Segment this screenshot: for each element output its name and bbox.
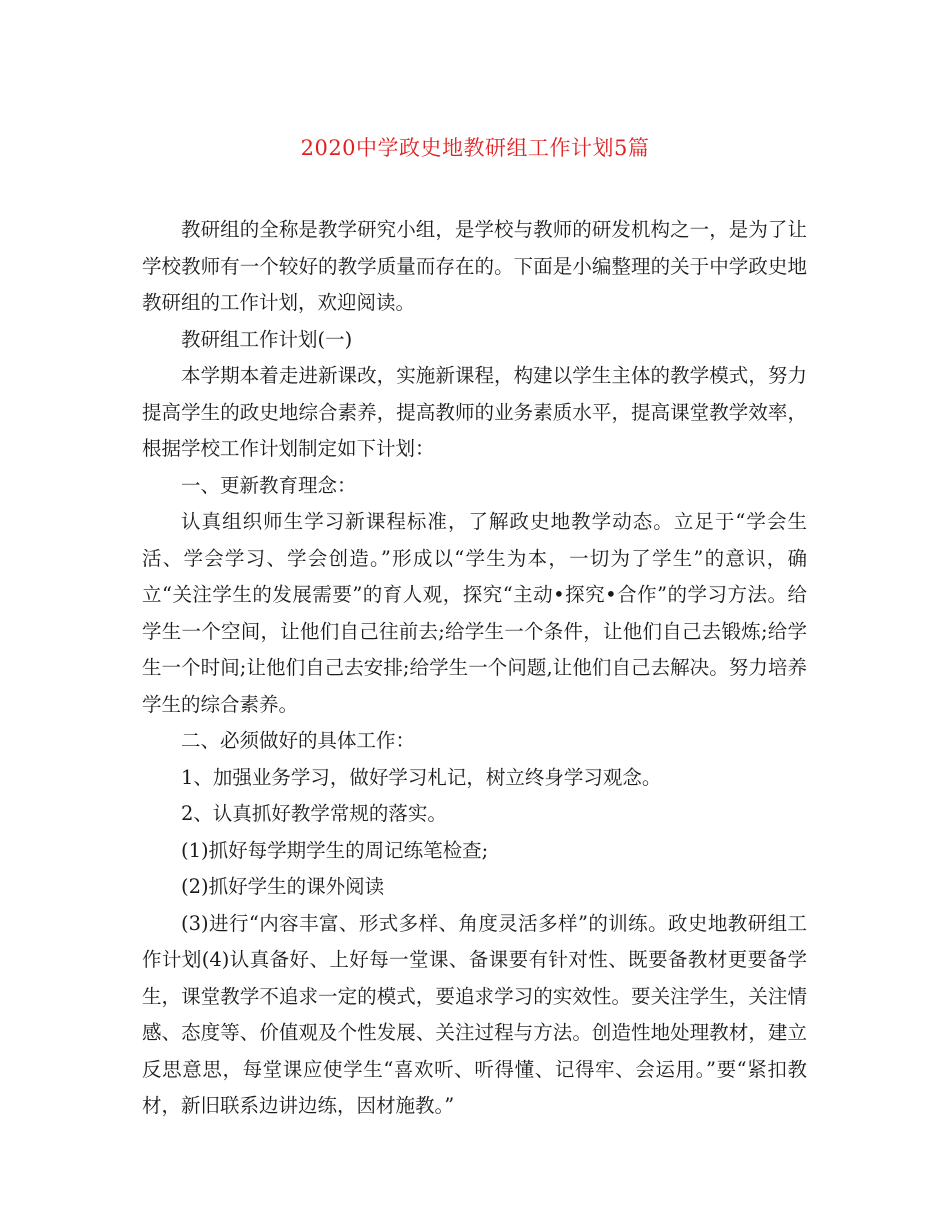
list-item-1: 1、加强业务学习，做好学习札记，树立终身学习观念。	[181, 765, 662, 789]
sub-item-2: (2)抓好学生的课外阅读	[181, 875, 385, 898]
list-item-2: 2、认真抓好教学常规的落实。	[181, 802, 447, 825]
sub-item-3-paragraph: (3)进行“内容丰富、形式多样、角度灵活多样”的训练。政史地教研组工作计划(4)认真备好、上好每一堂课、备课要有针对性、既要备教材更要备学生，课堂教学不追求一定的模式，要追求学习的实效性。要关注学生，关注情感、态度等、价值观及个性发展、关注过程与方法。创造性地处理教材，建立反思意思，每堂课应使学生“喜欢听、听得懂、记得牢、会运用。”要“紧扣教材，新旧联系边讲边练，因材施教。”	[142, 911, 807, 1117]
document-title: 2020中学政史地教研组工作计划5篇	[300, 136, 650, 160]
sub-item-1: (1)抓好每学期学生的周记练笔检查;	[181, 838, 489, 862]
section-heading-1: 一、更新教育理念：	[181, 473, 357, 497]
plan-heading: 教研组工作计划(一)	[181, 327, 353, 351]
intro-paragraph: 教研组的全称是教学研究小组，是学校与教师的研发机构之一，是为了让学校教师有一个较好的教学质量而存在的。下面是小编整理的关于中学政史地教研组的工作计划，欢迎阅读。	[142, 218, 807, 314]
section-1-paragraph: 认真组织师生学习新课程标准，了解政史地教学动态。立足于“学会生活、学会学习、学会创造。”形成以“学生为本，一切为了学生”的意识，确立“关注学生的发展需要”的育人观，探究“主动•探究•合作”的学习方法。给学生一个空间，让他们自己往前去;给学生一个条件，让他们自己去锻炼;给学生一个时间;让他们自己去安排;给学生一个问题,让他们自己去解决。努力培养学生的综合素养。	[142, 510, 807, 716]
plan-intro-paragraph: 本学期本着走进新课改，实施新课程，构建以学生主体的教学模式，努力提高学生的政史地综合素养，提高教师的业务素质水平，提高课堂教学效率，根据学校工作计划制定如下计划：	[142, 364, 807, 460]
section-heading-2: 二、必须做好的具体工作：	[181, 729, 416, 752]
document-body	[142, 212, 807, 1125]
